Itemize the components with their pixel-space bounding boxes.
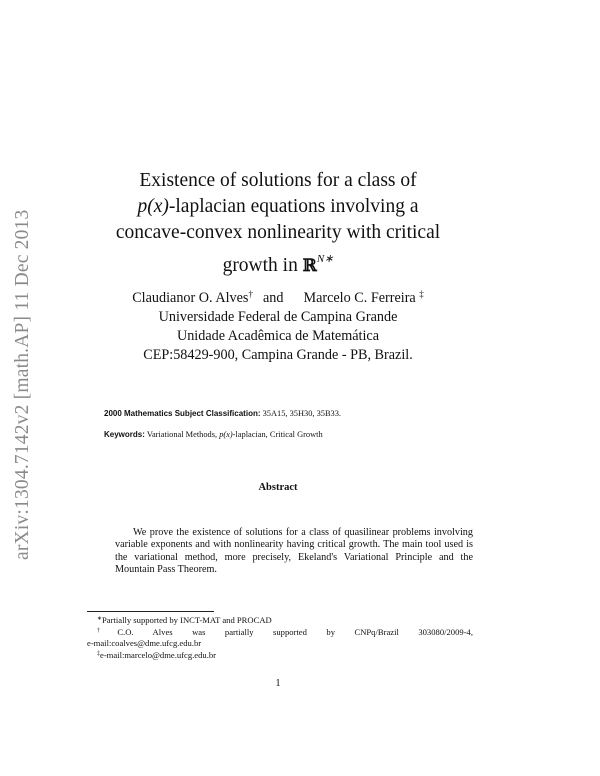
footnote-3-mark: ‡ [97,651,100,657]
author-2-mark: ‡ [419,289,424,299]
footnote-1-mark: ∗ [97,616,103,622]
author-and: and [262,290,284,306]
title-blackboard-r: ℝ [302,256,317,276]
keywords-line [104,429,484,440]
arxiv-stamp [12,110,52,560]
title-line-4-text: growth in [222,255,303,276]
footnote-2-text: C.O. Alves was partially supported by CNPq/Brazil 303080/2009-4, [117,627,473,637]
authors-block [100,285,456,365]
keywords-math-px: p(x) [219,430,233,439]
footnote-2-line-2: e-mail:coalves@dme.ufcg.edu.br [87,638,202,648]
title-line-4 [100,246,456,279]
title-line-3: concave-convex nonlinearity with critical [115,222,441,243]
arxiv-stamp-text: arXiv:1304.7142v2 [math.AP] 11 Dec 2013 [12,209,33,560]
abstract-text: We prove the existence of solutions for a class of quasilinear problems involving variable exponents and with nonlinearity having critical growth. The main tool used is the variational method, more precisely, Ekeland's Variational Principle and the Mountain Pass Theorem. [115,527,473,575]
title-superscript: N∗ [316,253,334,265]
footnote-3 [87,649,473,661]
keywords-value-1: Variational Methods, [144,430,220,439]
address: CEP:58429-900, Campina Grande - PB, Brazil. [143,347,413,363]
msc-label: 2000 Mathematics Subject Classification: [104,409,261,418]
author-1: Claudianor O. Alves [132,290,249,306]
title-math-px: p(x) [137,196,169,217]
footnote-2-mark: † [97,628,118,634]
page-number: 1 [275,678,281,689]
footnote-2-line-1 [87,626,473,638]
keywords-value-2: -laplacian, Critical Growth [232,430,323,439]
footnote-3-text: e-mail:marcelo@dme.ufcg.edu.br [100,650,217,660]
footnotes [87,614,473,661]
keywords-label: Keywords: [104,430,145,439]
footnote-rule [87,611,214,612]
paper-title [100,168,456,279]
author-2: Marcelo C. Ferreira [303,290,416,306]
author-1-mark: † [248,289,253,299]
footnote-1-text: Partially supported by INCT-MAT and PROCAD [102,615,272,625]
title-line-1: Existence of solutions for a class of [139,170,417,191]
affiliation-1: Universidade Federal de Campina Grande [158,309,398,325]
title-line-2 [100,194,456,220]
abstract-heading: Abstract [258,482,298,493]
msc-value: 35A15, 35H30, 35B33. [260,409,341,418]
author-names [100,285,456,308]
footnote-1 [87,614,473,626]
msc-line [104,408,484,419]
affiliation-2: Unidade Acadêmica de Matemática [176,328,380,344]
title-line-2-rest: -laplacian equations involving a [168,196,419,217]
